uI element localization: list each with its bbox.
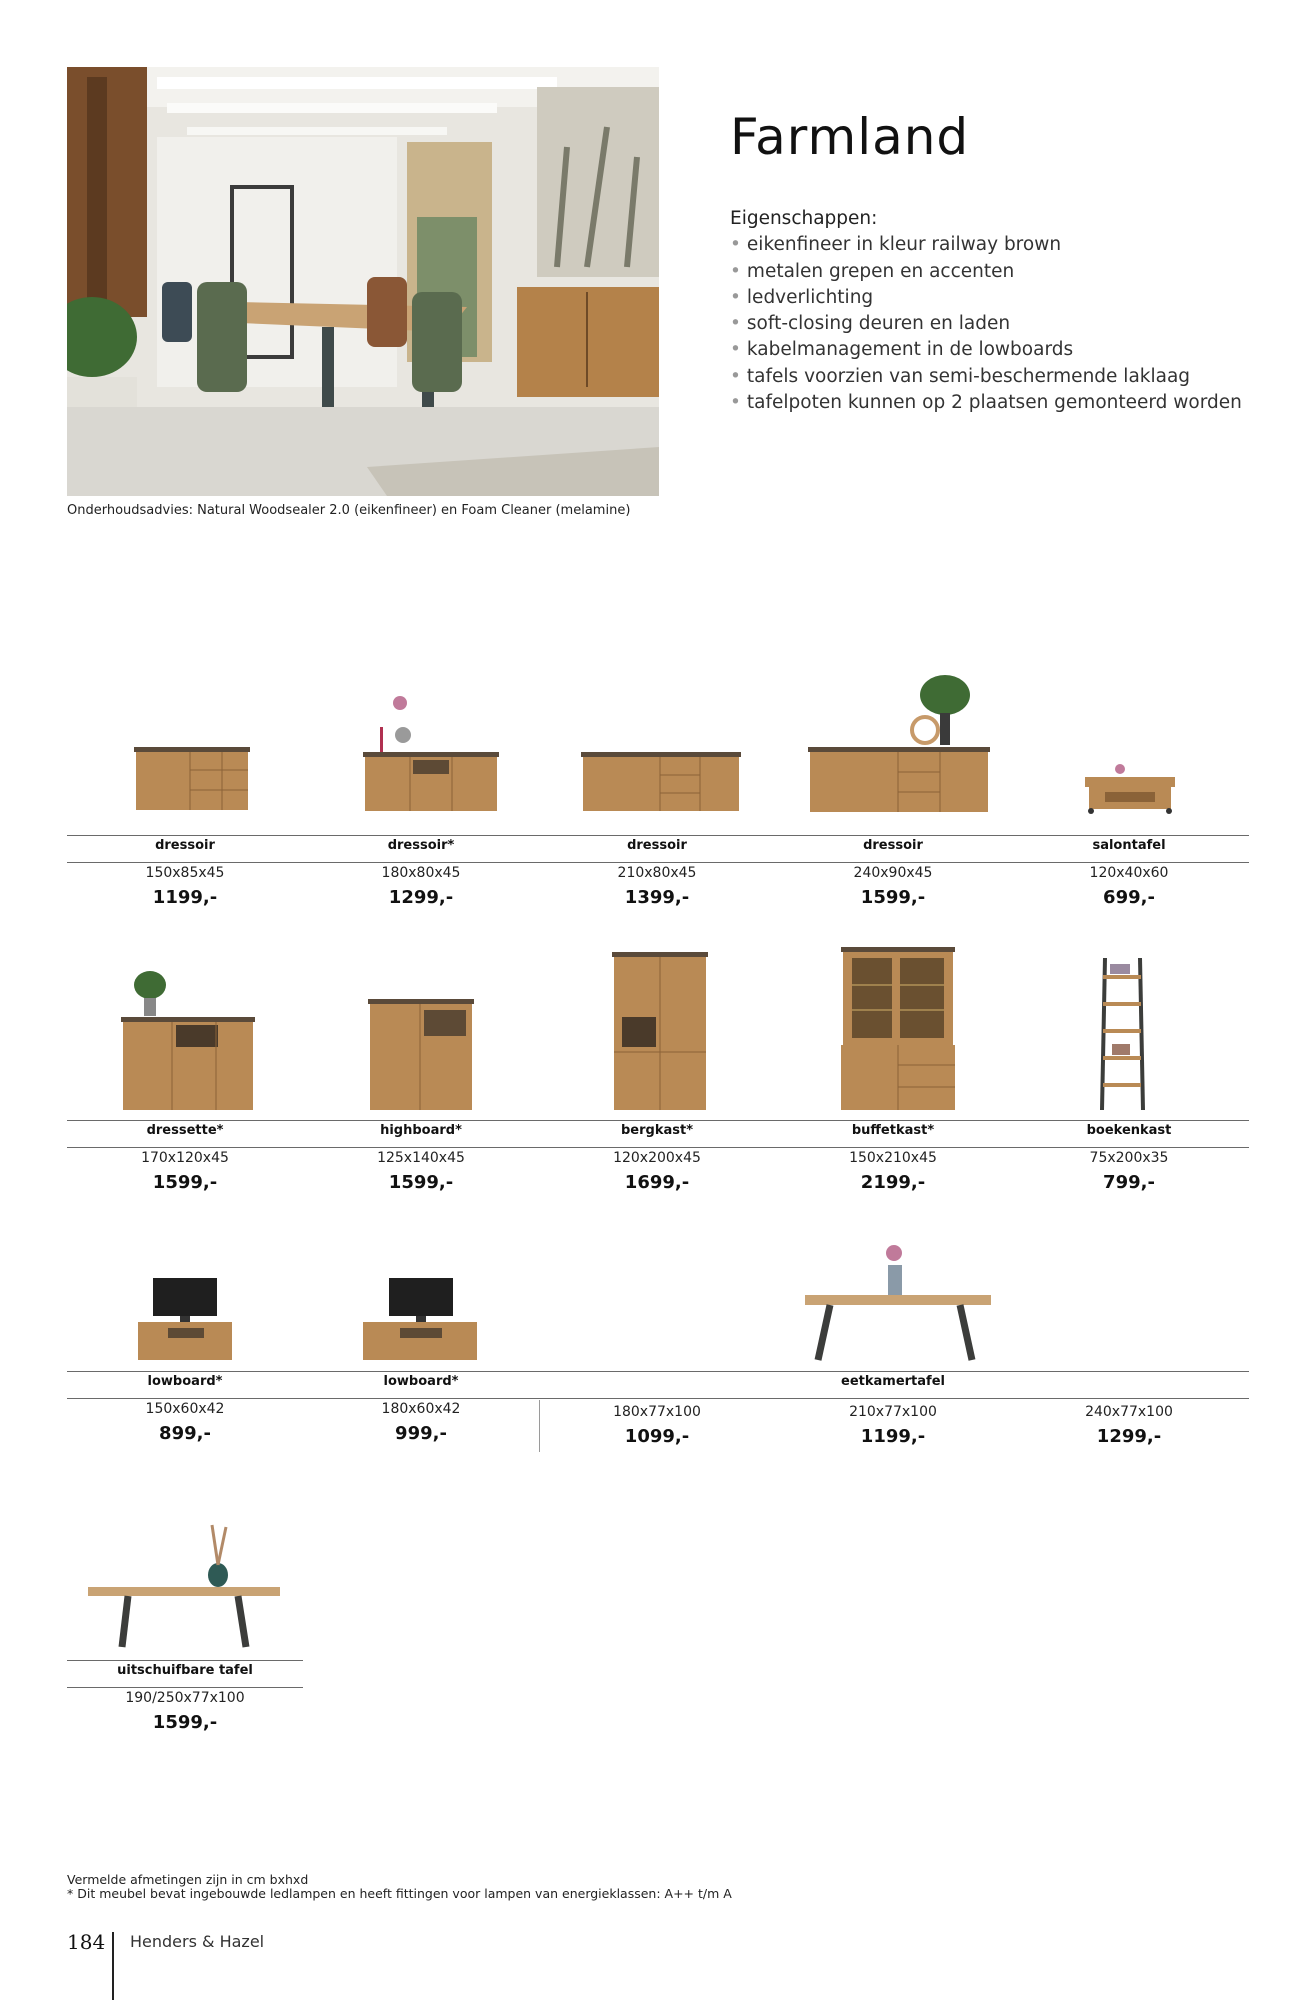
product-price: 1299,-	[1096, 1426, 1162, 1447]
eetkamertafel-240	[1011, 1404, 1247, 1447]
product-name: highboard*	[380, 1123, 462, 1138]
eetkamertafel-210	[775, 1404, 1011, 1447]
eetkamertafel-image	[805, 1245, 991, 1360]
care-advice-caption: Onderhoudsadvies: Natural Woodsealer 2.0 (eikenfineer) en Foam Cleaner (melamine)	[67, 503, 631, 518]
dressette-image	[121, 971, 255, 1110]
product-lowboard-150	[67, 1374, 303, 1444]
dressoir-180-image	[363, 696, 499, 811]
product-price: 1299,-	[388, 887, 454, 908]
property-item: • metalen grepen en accenten	[730, 260, 1015, 282]
product-name: dressoir*	[387, 838, 455, 853]
product-name: bergkast*	[620, 1123, 693, 1138]
product-dimensions: 150x60x42	[145, 1401, 225, 1417]
product-dressoir-150	[67, 838, 303, 908]
product-price: 1599,-	[860, 887, 926, 908]
row2-top-rule	[67, 1120, 1249, 1121]
product-name: dressoir	[155, 838, 215, 853]
boekenkast-image	[1102, 958, 1143, 1110]
product-dimensions: 125x140x45	[377, 1150, 465, 1166]
dressoir-150-image	[134, 747, 250, 810]
product-name: dressoir	[863, 838, 923, 853]
property-item: • ledverlichting	[730, 286, 874, 308]
lowboard-150-image	[138, 1278, 232, 1360]
salontafel-image	[1085, 764, 1175, 814]
page-title: Farmland	[730, 108, 970, 166]
product-dimensions: 240x90x45	[853, 865, 933, 881]
product-dimensions: 120x40x60	[1089, 865, 1169, 881]
row4-illustrations	[0, 1515, 320, 1655]
dressoir-240-image	[808, 675, 990, 812]
product-bergkast	[539, 1123, 775, 1193]
buffetkast-image	[841, 947, 955, 1110]
product-price: 1199,-	[860, 1426, 926, 1447]
product-dimensions: 180x77x100	[613, 1404, 701, 1420]
product-name: dressette*	[146, 1123, 224, 1138]
property-item: • tafels voorzien van semi-beschermende laklaag	[730, 365, 1191, 387]
dimensions-note: Vermelde afmetingen zijn in cm bxhxd	[67, 1872, 309, 1887]
product-price: 2199,-	[860, 1172, 926, 1193]
product-dressette	[67, 1123, 303, 1193]
product-dressoir-240	[775, 838, 1011, 908]
product-name: buffetkast*	[851, 1123, 935, 1138]
page-divider	[112, 1932, 114, 2000]
product-buffetkast	[775, 1123, 1011, 1193]
product-price: 1599,-	[152, 1172, 218, 1193]
product-dimensions: 240x77x100	[1085, 1404, 1173, 1420]
brand-name: Henders & Hazel	[130, 1932, 265, 1951]
hero-photo	[67, 67, 659, 496]
dressoir-210-image	[581, 752, 741, 811]
product-dimensions: 210x77x100	[849, 1404, 937, 1420]
product-price: 999,-	[395, 1423, 447, 1444]
product-dimensions: 180x80x45	[381, 865, 461, 881]
energy-note: * Dit meubel bevat ingebouwde ledlampen en heeft fittingen voor lampen van energieklassen: A++ t/m A	[67, 1886, 732, 1901]
product-price: 1199,-	[152, 887, 218, 908]
product-price: 1599,-	[152, 1712, 218, 1733]
product-dimensions: 190/250x77x100	[125, 1690, 245, 1706]
product-price: 1399,-	[624, 887, 690, 908]
page-number: 184	[67, 1930, 106, 1954]
property-item: • kabelmanagement in de lowboards	[730, 339, 1074, 361]
row1-top-rule	[67, 835, 1249, 836]
product-dimensions: 150x85x45	[145, 865, 225, 881]
product-dimensions: 120x200x45	[613, 1150, 701, 1166]
property-item: • soft-closing deuren en laden	[730, 313, 1011, 335]
product-name: lowboard*	[147, 1374, 223, 1389]
product-lowboard-180	[303, 1374, 539, 1444]
lowboard-180-image	[363, 1278, 477, 1360]
property-item: • tafelpoten kunnen op 2 plaatsen gemonteerd worden	[730, 392, 1242, 414]
eetkamertafel-name	[539, 1374, 1247, 1389]
product-dressoir-180	[303, 838, 539, 908]
product-name: boekenkast	[1086, 1123, 1172, 1138]
product-name: dressoir	[627, 838, 687, 853]
product-name: uitschuifbare tafel	[117, 1663, 253, 1678]
product-price: 699,-	[1103, 887, 1155, 908]
row4-top-rule	[67, 1660, 303, 1661]
product-dimensions: 180x60x42	[381, 1401, 461, 1417]
property-item: • eikenfineer in kleur railway brown	[730, 234, 1062, 256]
product-dimensions: 150x210x45	[849, 1150, 937, 1166]
product-dressoir-210	[539, 838, 775, 908]
product-highboard	[303, 1123, 539, 1193]
uitschuifbare-tafel-image	[88, 1525, 280, 1647]
product-dimensions: 170x120x45	[141, 1150, 229, 1166]
row3-top-rule	[67, 1371, 1249, 1372]
product-name: salontafel	[1092, 838, 1166, 853]
properties-block	[730, 206, 1242, 416]
product-price: 1599,-	[388, 1172, 454, 1193]
eetkamertafel-180	[539, 1404, 775, 1447]
row2-illustrations	[0, 940, 1313, 1115]
product-price: 799,-	[1103, 1172, 1155, 1193]
highboard-image	[368, 999, 474, 1110]
product-name: eetkamertafel	[841, 1374, 945, 1389]
product-boekenkast	[1011, 1123, 1247, 1193]
product-name: lowboard*	[383, 1374, 459, 1389]
bergkast-image	[612, 952, 708, 1110]
properties-list	[730, 232, 1242, 416]
product-price: 899,-	[159, 1423, 211, 1444]
product-dimensions: 75x200x35	[1089, 1150, 1169, 1166]
properties-heading: Eigenschappen:	[730, 208, 878, 229]
product-dimensions: 210x80x45	[617, 865, 697, 881]
row3-illustrations	[0, 1235, 1313, 1365]
product-uitschuifbare-tafel	[67, 1663, 303, 1733]
product-price: 1699,-	[624, 1172, 690, 1193]
product-salontafel	[1011, 838, 1247, 908]
row1-illustrations	[0, 655, 1313, 825]
product-price: 1099,-	[624, 1426, 690, 1447]
